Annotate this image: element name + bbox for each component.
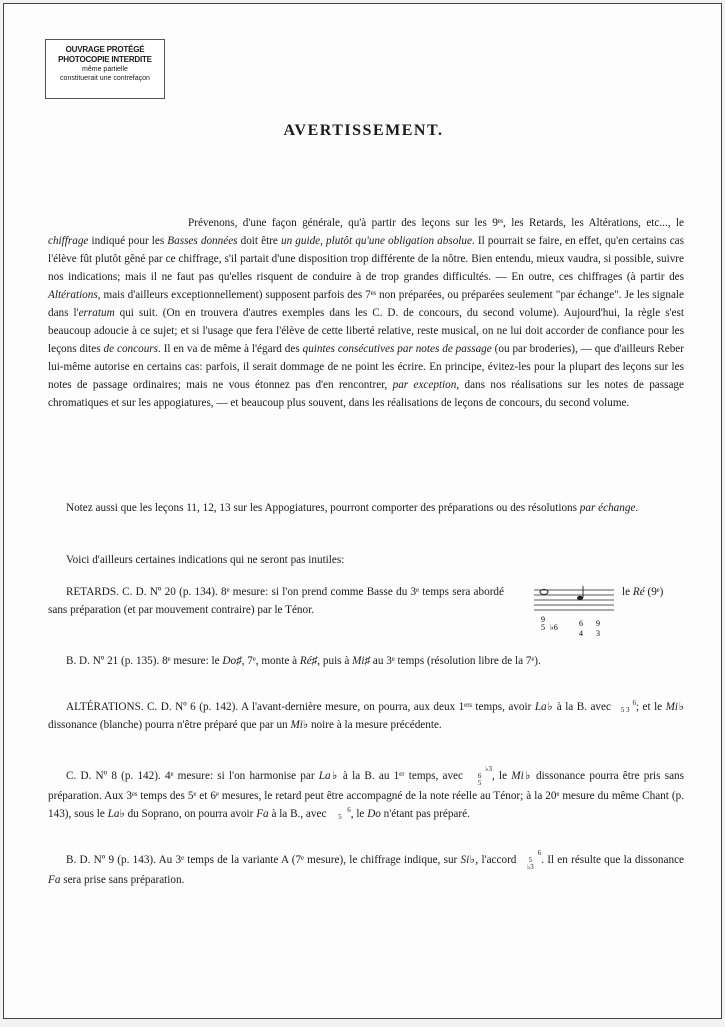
emph: Altérations <box>48 289 98 301</box>
emph: un guide, plutôt qu'une obligation absolue <box>280 235 472 247</box>
text: . Il en va de même à l'égard des <box>158 343 303 355</box>
alterations-paragraph <box>48 698 684 734</box>
text: dissonance (blanche) pourra n'être préparé que par un <box>48 719 291 731</box>
figure: 6 <box>347 806 351 815</box>
note-name: Ré♯ <box>299 655 318 667</box>
figure: 9 <box>596 619 600 628</box>
figure: ♭6 <box>550 623 558 632</box>
note-name: Mi♭ <box>665 701 684 713</box>
text: (ou par broderies), — que d'ailleurs Reber lui-même autorise en certains cas: parfois, il serait dommage de ne point les écrire. En principe, évitez-les pour la plupart des leçons sur les notes de passage ordinaires; mais ne vous étonnez pas d'en rencontrer, <box>48 343 684 391</box>
emph: par exception <box>392 379 457 391</box>
appogiatures-paragraph <box>48 499 684 517</box>
text: au 3ᵉ temps (résolution libre de la 7ᵉ). <box>370 655 541 667</box>
note-name: Ré <box>632 586 645 598</box>
text: , le <box>492 770 512 783</box>
page-title: AVERTISSEMENT. <box>283 122 444 139</box>
text: à la B., avec <box>268 808 330 820</box>
document-page <box>3 3 722 1019</box>
figure: 5 <box>528 856 533 864</box>
text: le <box>622 586 633 598</box>
note-name: Fa <box>256 808 269 820</box>
text: Notez aussi que les leçons 11, 12, 13 sur les Appogiatures, pourront comporter des préparations ou des résolutions <box>66 502 580 514</box>
text: qui suit. (On en trouvera d'autres exemples dans les C. D. de concours, du second volume). Aujourd'hui, la règle s'est beaucoup adoucie à ce sujet; et si l'usage que fera l'élève de cette liberté relative, reste musical, on ne lui doit accorder de confiance pour les leçons dites <box>48 307 684 355</box>
text: , dans nos réalisations sur les notes de passage chromatiques et sur les appogiatures, — et beaucoup plus souvent, dans les réalisations de leçons de concours, du second volume. <box>48 379 684 409</box>
text: , l'accord <box>475 854 520 867</box>
emph: chiffrage <box>48 235 89 247</box>
note-name: La♭ <box>107 808 125 820</box>
indications-intro: Voici d'ailleurs certaines indications qui ne seront pas inutiles: <box>66 554 345 566</box>
stamp-line-1: OUVRAGE PROTÉGÉ <box>65 45 145 54</box>
text: , mais d'ailleurs exceptionnellement) supposent parfois des 7ᵉˢ non préparées, ou préparées seulement "par échange". Je les signale dans l' <box>48 289 684 319</box>
text: ALTÉRATIONS. C. D. Nº 6 (p. 142). A l'avant-dernière mesure, on pourra, aux deux 1ᵉʳˢ temps, avoir <box>66 701 535 713</box>
bass-staff-example <box>534 586 616 642</box>
figure: 6 <box>632 699 636 708</box>
text: (9ᵉ) <box>644 586 664 598</box>
figure: 9 <box>541 615 545 624</box>
figure: 5 <box>477 779 482 787</box>
retards-paragraph <box>48 583 504 619</box>
text: du Soprano, on pourra avoir <box>124 808 257 820</box>
text: C. D. Nº 8 (p. 142). 4ᵉ mesure: si l'on harmonise par <box>66 770 319 783</box>
emph: erratum <box>78 307 115 319</box>
text: du 3ᵉ temps sera abordé sans préparation (et par mouvement contraire) par le Ténor. <box>48 586 504 616</box>
figured-bass <box>520 850 542 871</box>
figured-bass <box>614 700 636 714</box>
intro-paragraph <box>48 214 684 412</box>
bd9-paragraph <box>48 850 684 889</box>
figure: 3 <box>626 706 630 715</box>
emph: par échange <box>579 502 636 514</box>
figure: 5 <box>620 706 625 715</box>
figure: 3 <box>596 629 600 638</box>
note-name: Mi♭ <box>290 719 309 731</box>
text: . Il en résulte que la dissonance <box>541 854 684 867</box>
emph: Basses données <box>167 235 238 247</box>
figure: 5 <box>338 813 342 822</box>
text: ; et le <box>635 701 666 713</box>
note-name: La♭ <box>318 770 339 783</box>
figured-bass <box>329 807 351 821</box>
copyright-stamp <box>45 39 165 99</box>
figure: ♭3 <box>485 765 492 773</box>
text: à la B. avec <box>553 701 615 713</box>
text: RETARDS. C. D. Nº 20 (p. 134). 8ᵉ mesure: si l'on prend comme Basse <box>66 586 393 598</box>
text: . <box>635 502 639 514</box>
stamp-line-2: PHOTOCOPIE INTERDITE <box>58 55 152 64</box>
text: sera prise sans préparation. <box>60 874 185 886</box>
figure: 5 <box>541 623 545 632</box>
figure: 4 <box>579 629 583 638</box>
text: , puis à <box>317 655 353 667</box>
text: doit être <box>237 235 281 247</box>
text: à la B. au 1ᵉʳ temps, avec <box>338 770 468 783</box>
quarter-note <box>577 596 583 600</box>
text: B. D. Nº 21 (p. 135). 8ᵉ mesure: le <box>66 655 223 667</box>
text: noire à la mesure précédente. <box>308 719 442 731</box>
emph: de concours <box>103 343 158 355</box>
stamp-line-4: constituerait une contrefaçon <box>60 75 150 82</box>
note-name: Do <box>367 808 381 820</box>
figure: 6 <box>579 619 583 628</box>
bd21-paragraph <box>48 652 684 670</box>
cd8-paragraph <box>48 766 684 823</box>
text: , 7ᵉ, monte à <box>241 655 300 667</box>
figured-bass <box>467 766 492 787</box>
text: dissonance pourra être pris sans préparation. Aux 3ᵉˢ temps des 5ᵉ et 6ᵉ mesures, le retard peut être accompagné de la note réelle au Ténor; à la 20ᵉ mesure du même Chant (p. 143), sous le <box>48 770 685 820</box>
text: B. D. Nº 9 (p. 143). Au 3ᵉ temps de la variante A (7ᵉ mesure), le chiffrage indique, sur <box>66 854 461 867</box>
emph: quintes consécutives par notes de passage <box>302 343 492 355</box>
note-name: Mi♭ <box>511 770 532 783</box>
note-name: Do♯ <box>222 655 242 667</box>
figure: 6 <box>537 849 542 857</box>
note-name: La♭ <box>534 701 554 713</box>
note-name: Mi♯ <box>352 655 371 667</box>
text: Prévenons, d'une façon générale, qu'à partir des leçons sur les 9ᵉˢ, les Retards, les Altérations, etc..., le <box>188 217 684 229</box>
text: , le <box>350 808 368 820</box>
figure: 6 <box>477 772 482 780</box>
text: indiqué pour les <box>88 235 168 247</box>
figure: ♭3 <box>527 863 534 871</box>
stamp-line-3: même partielle <box>82 66 128 73</box>
retards-tail <box>622 583 663 601</box>
text: n'étant pas préparé. <box>380 808 470 820</box>
text: . Il pourrait se faire, en effet, qu'en certains cas l'élève fût plutôt gêné par ce chiffrage, s'il partait d'une disposition trop différente de la nôtre. Bien entendu, mieux vaudra, si possible, suivre nos indications; mais il ne faut pas qu'elles risquent de conduire à de trop grandes difficultés. — En outre, ces chiffrages (à partir des <box>48 235 684 283</box>
note-name: Fa <box>48 874 61 886</box>
note-name: Si♭ <box>460 854 476 867</box>
